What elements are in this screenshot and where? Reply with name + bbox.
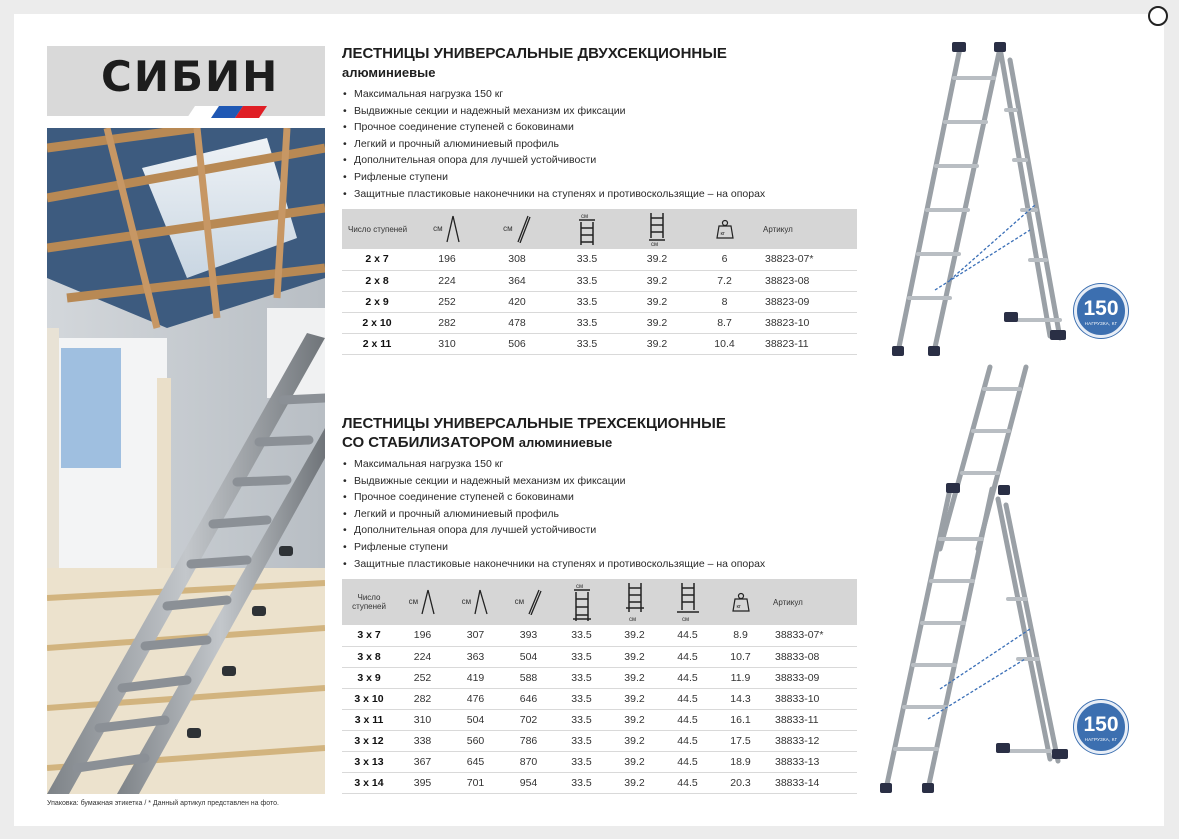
section2-subtitle: алюминиевые (518, 435, 613, 450)
leaning-ladder-icon (526, 589, 542, 615)
feature-item: • Прочное соединение ступеней с боковинами (342, 119, 857, 136)
cell-h2: 308 (482, 249, 552, 270)
cell-h3: 588 (502, 667, 555, 688)
cell-model: 2 x 9 (342, 291, 412, 312)
max-load-badge (1074, 284, 1128, 338)
cell-w2: 39.2 (608, 667, 661, 688)
cell-weight: 8.7 (692, 312, 757, 333)
table-row (342, 709, 857, 730)
cell-article: 38823-09 (757, 291, 857, 312)
header-width-base (622, 209, 692, 249)
cell-h1: 367 (396, 751, 449, 772)
svg-text:см: см (651, 242, 659, 247)
cell-article: 38833-14 (767, 772, 857, 793)
table-row (342, 270, 857, 291)
cell-w3: 44.5 (661, 751, 714, 772)
cell-w2: 39.2 (608, 730, 661, 751)
product-photo (47, 128, 325, 794)
svg-text:см: см (581, 214, 589, 221)
feature-item: • Защитные пластиковые наконечники на ступенях и противоскользящие – на опорах (342, 186, 857, 203)
cell-w3: 44.5 (661, 709, 714, 730)
badge-value: 150 (1083, 297, 1119, 320)
cell-w2: 39.2 (608, 772, 661, 793)
feature-item: • Выдвижные секции и надежный механизм их фиксации (342, 473, 857, 490)
table-row (342, 772, 857, 793)
header-steps: Число ступеней (352, 593, 386, 612)
cell-h2: 478 (482, 312, 552, 333)
catalog-page (14, 14, 1164, 826)
cell-h1: 395 (396, 772, 449, 793)
cell-model: 3 x 9 (342, 667, 396, 688)
header-article: Артикул (773, 597, 803, 607)
cell-w3: 44.5 (661, 772, 714, 793)
weight-icon (716, 219, 734, 239)
header-height-extended: см (502, 579, 555, 625)
feature-item: • Максимальная нагрузка 150 кг (342, 456, 857, 473)
table-header-row (342, 579, 857, 625)
cell-article: 38823-07* (757, 249, 857, 270)
section1-title-main: ЛЕСТНИЦЫ УНИВЕРСАЛЬНЫЕ ДВУХСЕКЦИОННЫЕ (342, 45, 727, 62)
header-width-top (552, 209, 622, 249)
max-load-badge (1074, 700, 1128, 754)
cell-article: 38833-08 (767, 646, 857, 667)
section1-spec-table (342, 209, 857, 355)
cell-article: 38823-08 (757, 270, 857, 291)
feature-item: • Дополнительная опора для лучшей устойчивости (342, 522, 857, 539)
svg-text:см: см (681, 617, 689, 623)
cell-h3: 393 (502, 625, 555, 646)
cell-weight: 16.1 (714, 709, 767, 730)
header-height-folded: см (412, 209, 482, 249)
table-row (342, 312, 857, 333)
header-height-extended: см (482, 209, 552, 249)
cell-weight: 10.7 (714, 646, 767, 667)
badge-value: 150 (1083, 713, 1119, 736)
ladder-width-icon (571, 582, 593, 622)
two-section-ladder-illustration (890, 40, 1070, 360)
cell-h3: 870 (502, 751, 555, 772)
table-header-row (342, 209, 857, 249)
two-section-ladders (342, 44, 857, 355)
header-weight (692, 209, 757, 249)
cell-weight: 20.3 (714, 772, 767, 793)
section2-features (342, 456, 857, 572)
cell-w1: 33.5 (555, 667, 608, 688)
cell-model: 3 x 8 (342, 646, 396, 667)
table-row (342, 249, 857, 270)
section2-title-line2: СО СТАБИЛИЗАТОРОМ (342, 434, 515, 451)
cell-w3: 44.5 (661, 730, 714, 751)
brand-logo-block (47, 46, 325, 116)
cell-article: 38833-13 (767, 751, 857, 772)
cell-w3: 44.5 (661, 646, 714, 667)
a-frame-ladder-icon (445, 215, 461, 243)
cell-h3: 646 (502, 688, 555, 709)
header-weight (714, 579, 767, 625)
cell-model: 3 x 14 (342, 772, 396, 793)
cell-article: 38823-11 (757, 333, 857, 354)
cell-article: 38833-10 (767, 688, 857, 709)
cell-model: 2 x 10 (342, 312, 412, 333)
cell-model: 3 x 7 (342, 625, 396, 646)
cell-w1: 33.5 (555, 688, 608, 709)
header-height-folded: см (396, 579, 449, 625)
cell-w1: 33.5 (555, 646, 608, 667)
cell-w2: 39.2 (608, 625, 661, 646)
cell-w2: 39.2 (608, 688, 661, 709)
cell-weight: 8.9 (714, 625, 767, 646)
stabilizer-width-icon (676, 582, 700, 622)
feature-item: • Прочное соединение ступеней с боковинами (342, 489, 857, 506)
cell-article: 38833-09 (767, 667, 857, 688)
cell-h1: 338 (396, 730, 449, 751)
cell-h2: 645 (449, 751, 502, 772)
table-row (342, 730, 857, 751)
ladder-base-width-icon (646, 212, 668, 246)
feature-item: • Дополнительная опора для лучшей устойчивости (342, 152, 857, 169)
cell-h1: 310 (412, 333, 482, 354)
close-icon[interactable] (1148, 6, 1168, 26)
cell-w3: 44.5 (661, 625, 714, 646)
cell-w1: 33.5 (555, 625, 608, 646)
feature-item: • Максимальная нагрузка 150 кг (342, 86, 857, 103)
table-row (342, 667, 857, 688)
cell-w2: 39.2 (608, 646, 661, 667)
cell-model: 3 x 10 (342, 688, 396, 709)
footnote: Упаковка: бумажная этикетка / * Данный артикул представлен на фото. (47, 800, 279, 807)
feature-item: • Легкий и прочный алюминиевый профиль (342, 506, 857, 523)
cell-model: 3 x 11 (342, 709, 396, 730)
cell-w2: 39.2 (622, 291, 692, 312)
cell-h2: 476 (449, 688, 502, 709)
feature-item: • Рифленые ступени (342, 539, 857, 556)
cell-w2: 39.2 (622, 270, 692, 291)
feature-item: • Выдвижные секции и надежный механизм их фиксации (342, 103, 857, 120)
svg-text:см: см (575, 584, 583, 591)
cell-h1: 252 (396, 667, 449, 688)
cell-h1: 224 (412, 270, 482, 291)
table-row (342, 291, 857, 312)
cell-h3: 786 (502, 730, 555, 751)
cell-h2: 364 (482, 270, 552, 291)
cell-model: 3 x 13 (342, 751, 396, 772)
cell-w1: 33.5 (555, 751, 608, 772)
cell-weight: 17.5 (714, 730, 767, 751)
three-section-ladders (342, 414, 857, 794)
cell-w1: 33.5 (552, 291, 622, 312)
feature-item: • Легкий и прочный алюминиевый профиль (342, 136, 857, 153)
cell-w2: 39.2 (622, 333, 692, 354)
cell-h2: 560 (449, 730, 502, 751)
cell-weight: 11.9 (714, 667, 767, 688)
weight-icon (732, 592, 750, 612)
cell-h2: 504 (449, 709, 502, 730)
cell-w2: 39.2 (622, 312, 692, 333)
cell-w1: 33.5 (552, 270, 622, 291)
cell-article: 38823-10 (757, 312, 857, 333)
section2-title-line1: ЛЕСТНИЦЫ УНИВЕРСАЛЬНЫЕ ТРЕХСЕКЦИОННЫЕ (342, 415, 726, 432)
cell-h2: 420 (482, 291, 552, 312)
cell-h1: 196 (396, 625, 449, 646)
section2-title (342, 414, 857, 452)
cell-w2: 39.2 (608, 709, 661, 730)
badge-caption: НАГРУЗКА, КГ (1084, 737, 1118, 742)
cell-h1: 196 (412, 249, 482, 270)
header-height-stepladder: см (449, 579, 502, 625)
cell-h2: 701 (449, 772, 502, 793)
cell-w1: 33.5 (552, 249, 622, 270)
table-row (342, 751, 857, 772)
cell-weight: 10.4 (692, 333, 757, 354)
cell-weight: 18.9 (714, 751, 767, 772)
cell-h3: 954 (502, 772, 555, 793)
section2-spec-table (342, 579, 857, 794)
header-article: Артикул (763, 224, 793, 234)
ladder-width-icon (576, 212, 598, 246)
cell-w1: 33.5 (552, 333, 622, 354)
cell-h1: 252 (412, 291, 482, 312)
svg-text:кг: кг (720, 231, 725, 238)
section1-subtitle: алюминиевые (342, 65, 436, 80)
cell-weight: 7.2 (692, 270, 757, 291)
feature-item: • Защитные пластиковые наконечники на ступенях и противоскользящие – на опорах (342, 556, 857, 573)
cell-w2: 39.2 (608, 751, 661, 772)
cell-h1: 282 (412, 312, 482, 333)
cell-w2: 39.2 (622, 249, 692, 270)
table-row (342, 625, 857, 646)
table-row (342, 688, 857, 709)
svg-text:кг: кг (736, 604, 741, 611)
cell-w1: 33.5 (555, 772, 608, 793)
table-row (342, 333, 857, 354)
cell-article: 38833-07* (767, 625, 857, 646)
header-width-top (555, 579, 608, 625)
cell-w3: 44.5 (661, 688, 714, 709)
attic-ladder-photo-illustration (47, 128, 325, 794)
section1-title (342, 44, 857, 82)
cell-weight: 8 (692, 291, 757, 312)
cell-w1: 33.5 (552, 312, 622, 333)
russian-flag-stripes-icon (187, 106, 267, 118)
header-steps: Число ступеней (348, 224, 408, 234)
cell-model: 3 x 12 (342, 730, 396, 751)
cell-h2: 506 (482, 333, 552, 354)
cell-h3: 702 (502, 709, 555, 730)
ladder-middle-width-icon (624, 582, 646, 622)
badge-caption: НАГРУЗКА, КГ (1084, 321, 1118, 326)
cell-w1: 33.5 (555, 730, 608, 751)
cell-model: 2 x 11 (342, 333, 412, 354)
cell-weight: 6 (692, 249, 757, 270)
header-width-stabilizer (661, 579, 714, 625)
cell-weight: 14.3 (714, 688, 767, 709)
cell-h2: 419 (449, 667, 502, 688)
stepladder-extended-icon (473, 589, 489, 615)
cell-h3: 504 (502, 646, 555, 667)
three-section-ladder-illustration (880, 359, 1070, 799)
feature-item: • Рифленые ступени (342, 169, 857, 186)
cell-w3: 44.5 (661, 667, 714, 688)
table-row (342, 646, 857, 667)
header-width-middle (608, 579, 661, 625)
cell-h2: 307 (449, 625, 502, 646)
cell-h2: 363 (449, 646, 502, 667)
cell-w1: 33.5 (555, 709, 608, 730)
section1-features (342, 86, 857, 202)
cell-article: 38833-12 (767, 730, 857, 751)
cell-model: 2 x 8 (342, 270, 412, 291)
brand-logo-text: СИБИН (101, 52, 280, 101)
a-frame-ladder-icon (420, 589, 436, 615)
leaning-ladder-icon (515, 215, 531, 243)
cell-model: 2 x 7 (342, 249, 412, 270)
cell-article: 38833-11 (767, 709, 857, 730)
cell-h1: 310 (396, 709, 449, 730)
cell-h1: 224 (396, 646, 449, 667)
svg-text:см: см (628, 617, 636, 623)
cell-h1: 282 (396, 688, 449, 709)
